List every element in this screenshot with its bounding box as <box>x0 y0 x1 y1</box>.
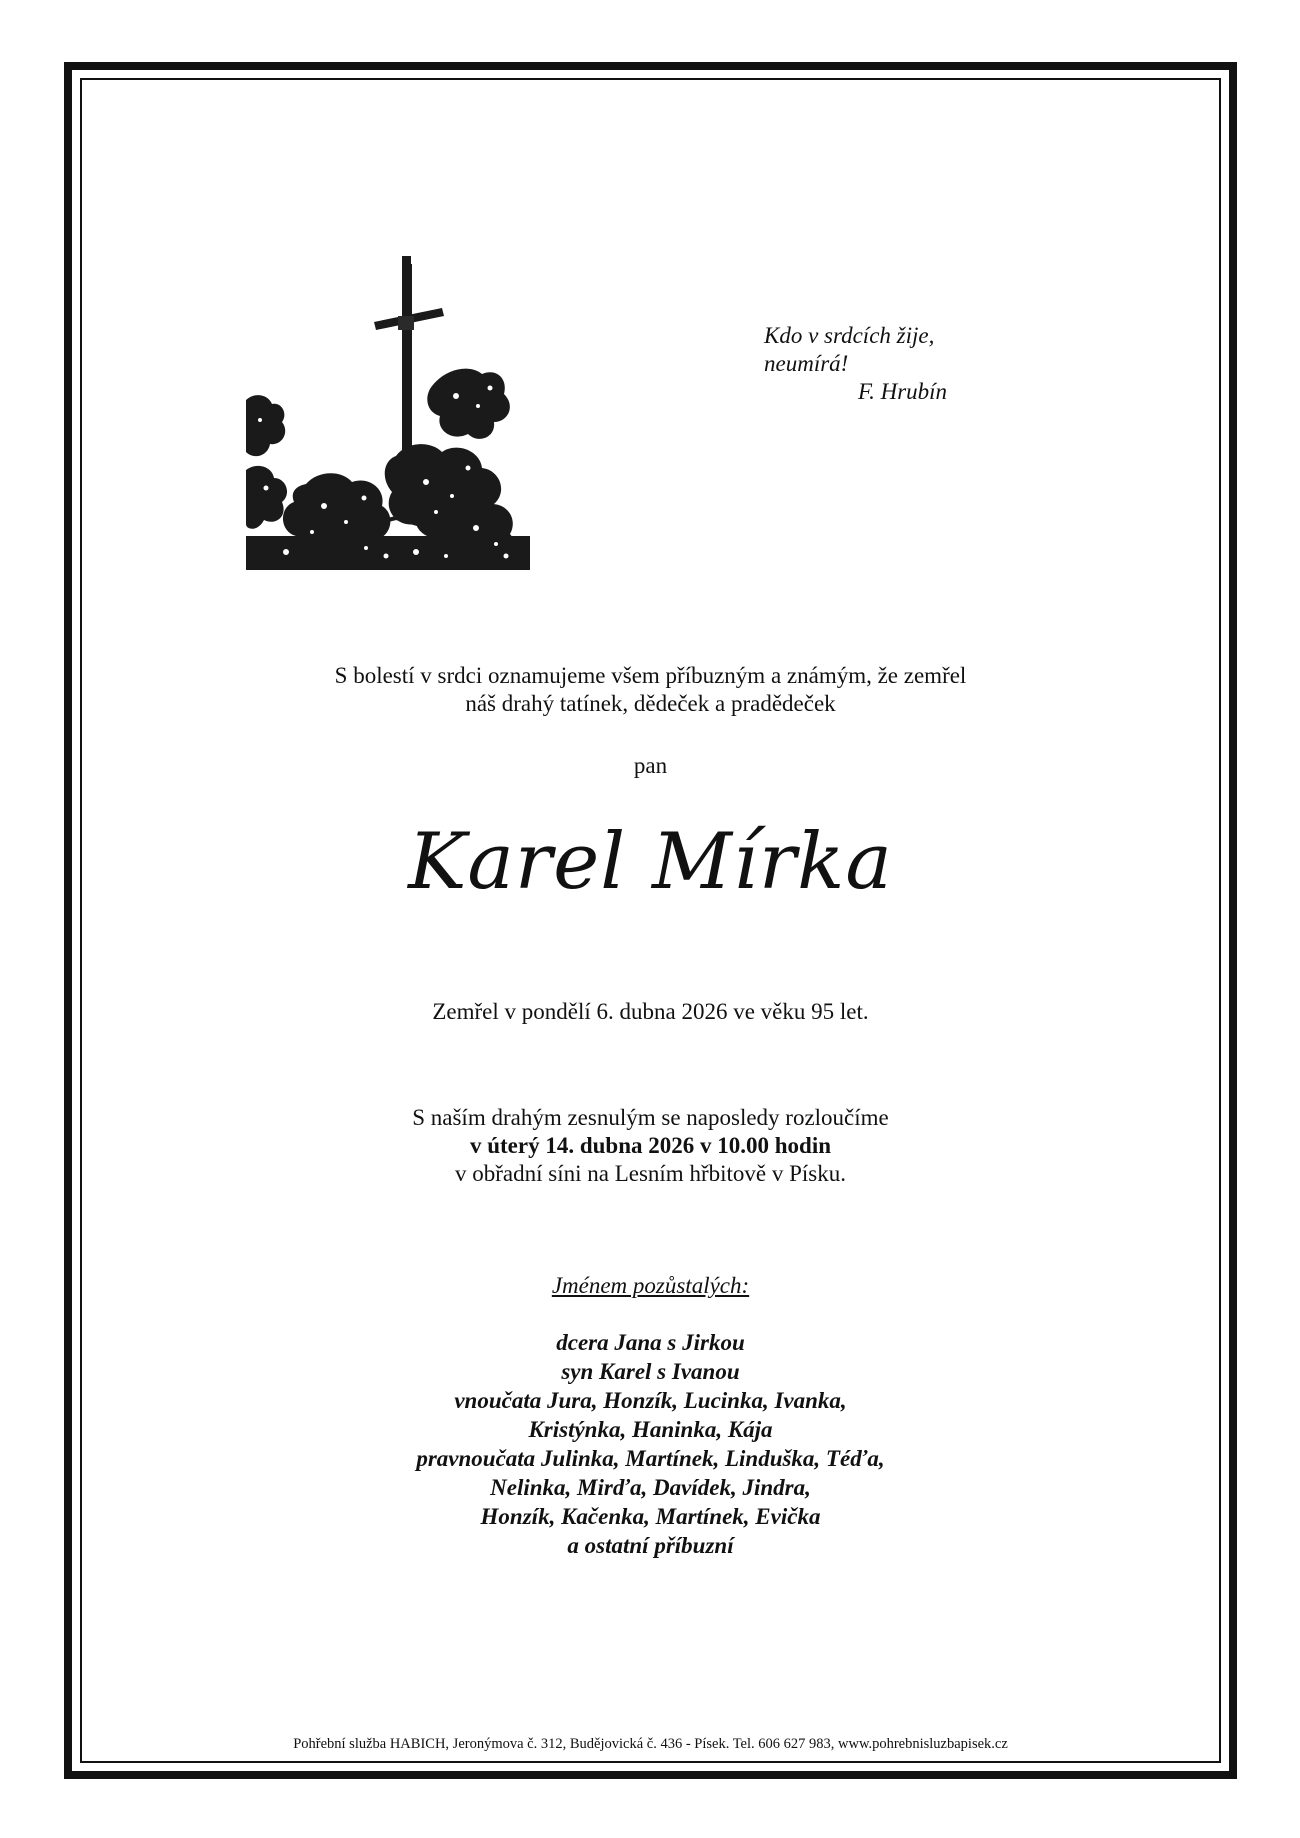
mourner-line: vnoučata Jura, Honzík, Lucinka, Ivanka, <box>454 1388 847 1413</box>
mourner-line: syn Karel s Ivanou <box>561 1359 740 1384</box>
announcement-line: náš drahý tatínek, dědeček a pradědeček <box>465 691 836 716</box>
mourner-line: Nelinka, Mirďa, Davídek, Jindra, <box>490 1475 811 1500</box>
farewell-place: v obřadní síni na Lesním hřbitově v Písku. <box>455 1161 846 1186</box>
honorific: pan <box>633 753 668 778</box>
deceased-name: Karel Mírka <box>408 817 893 907</box>
cross-landscape-illustration <box>246 256 530 570</box>
farewell-details <box>80 1104 1221 1188</box>
footer-contact: Pohřební služba HABICH, Jeronýmova č. 312, Budějovická č. 436 - Písek. Tel. 606 627 983, www.pohrebnisluzbapisek.cz <box>293 1736 1008 1752</box>
mourner-line: Honzík, Kačenka, Martínek, Evička <box>480 1504 821 1529</box>
mourners-heading: Jménem pozůstalých: <box>551 1273 750 1298</box>
mourner-line: pravnoučata Julinka, Martínek, Linduška, Téďa, <box>416 1446 885 1471</box>
quote-line: neumírá! <box>764 351 849 376</box>
death-notice: Zemřel v pondělí 6. dubna 2026 ve věku 95 let. <box>432 999 869 1024</box>
mourners-list <box>80 1328 1221 1560</box>
announcement-line: S bolestí v srdci oznamujeme všem příbuzným a známým, že zemřel <box>334 663 967 688</box>
quote <box>764 322 947 406</box>
mourner-line: dcera Jana s Jirkou <box>556 1330 745 1355</box>
announcement <box>80 662 1221 718</box>
mourner-line: Kristýnka, Haninka, Kája <box>528 1417 773 1442</box>
farewell-line: S naším drahým zesnulým se naposledy rozloučíme <box>412 1105 889 1130</box>
mourner-line: a ostatní příbuzní <box>567 1533 734 1558</box>
quote-author: F. Hrubín <box>858 379 948 404</box>
farewell-date: v úterý 14. dubna 2026 v 10.00 hodin <box>469 1133 832 1158</box>
quote-line: Kdo v srdcích žije, <box>764 323 935 348</box>
